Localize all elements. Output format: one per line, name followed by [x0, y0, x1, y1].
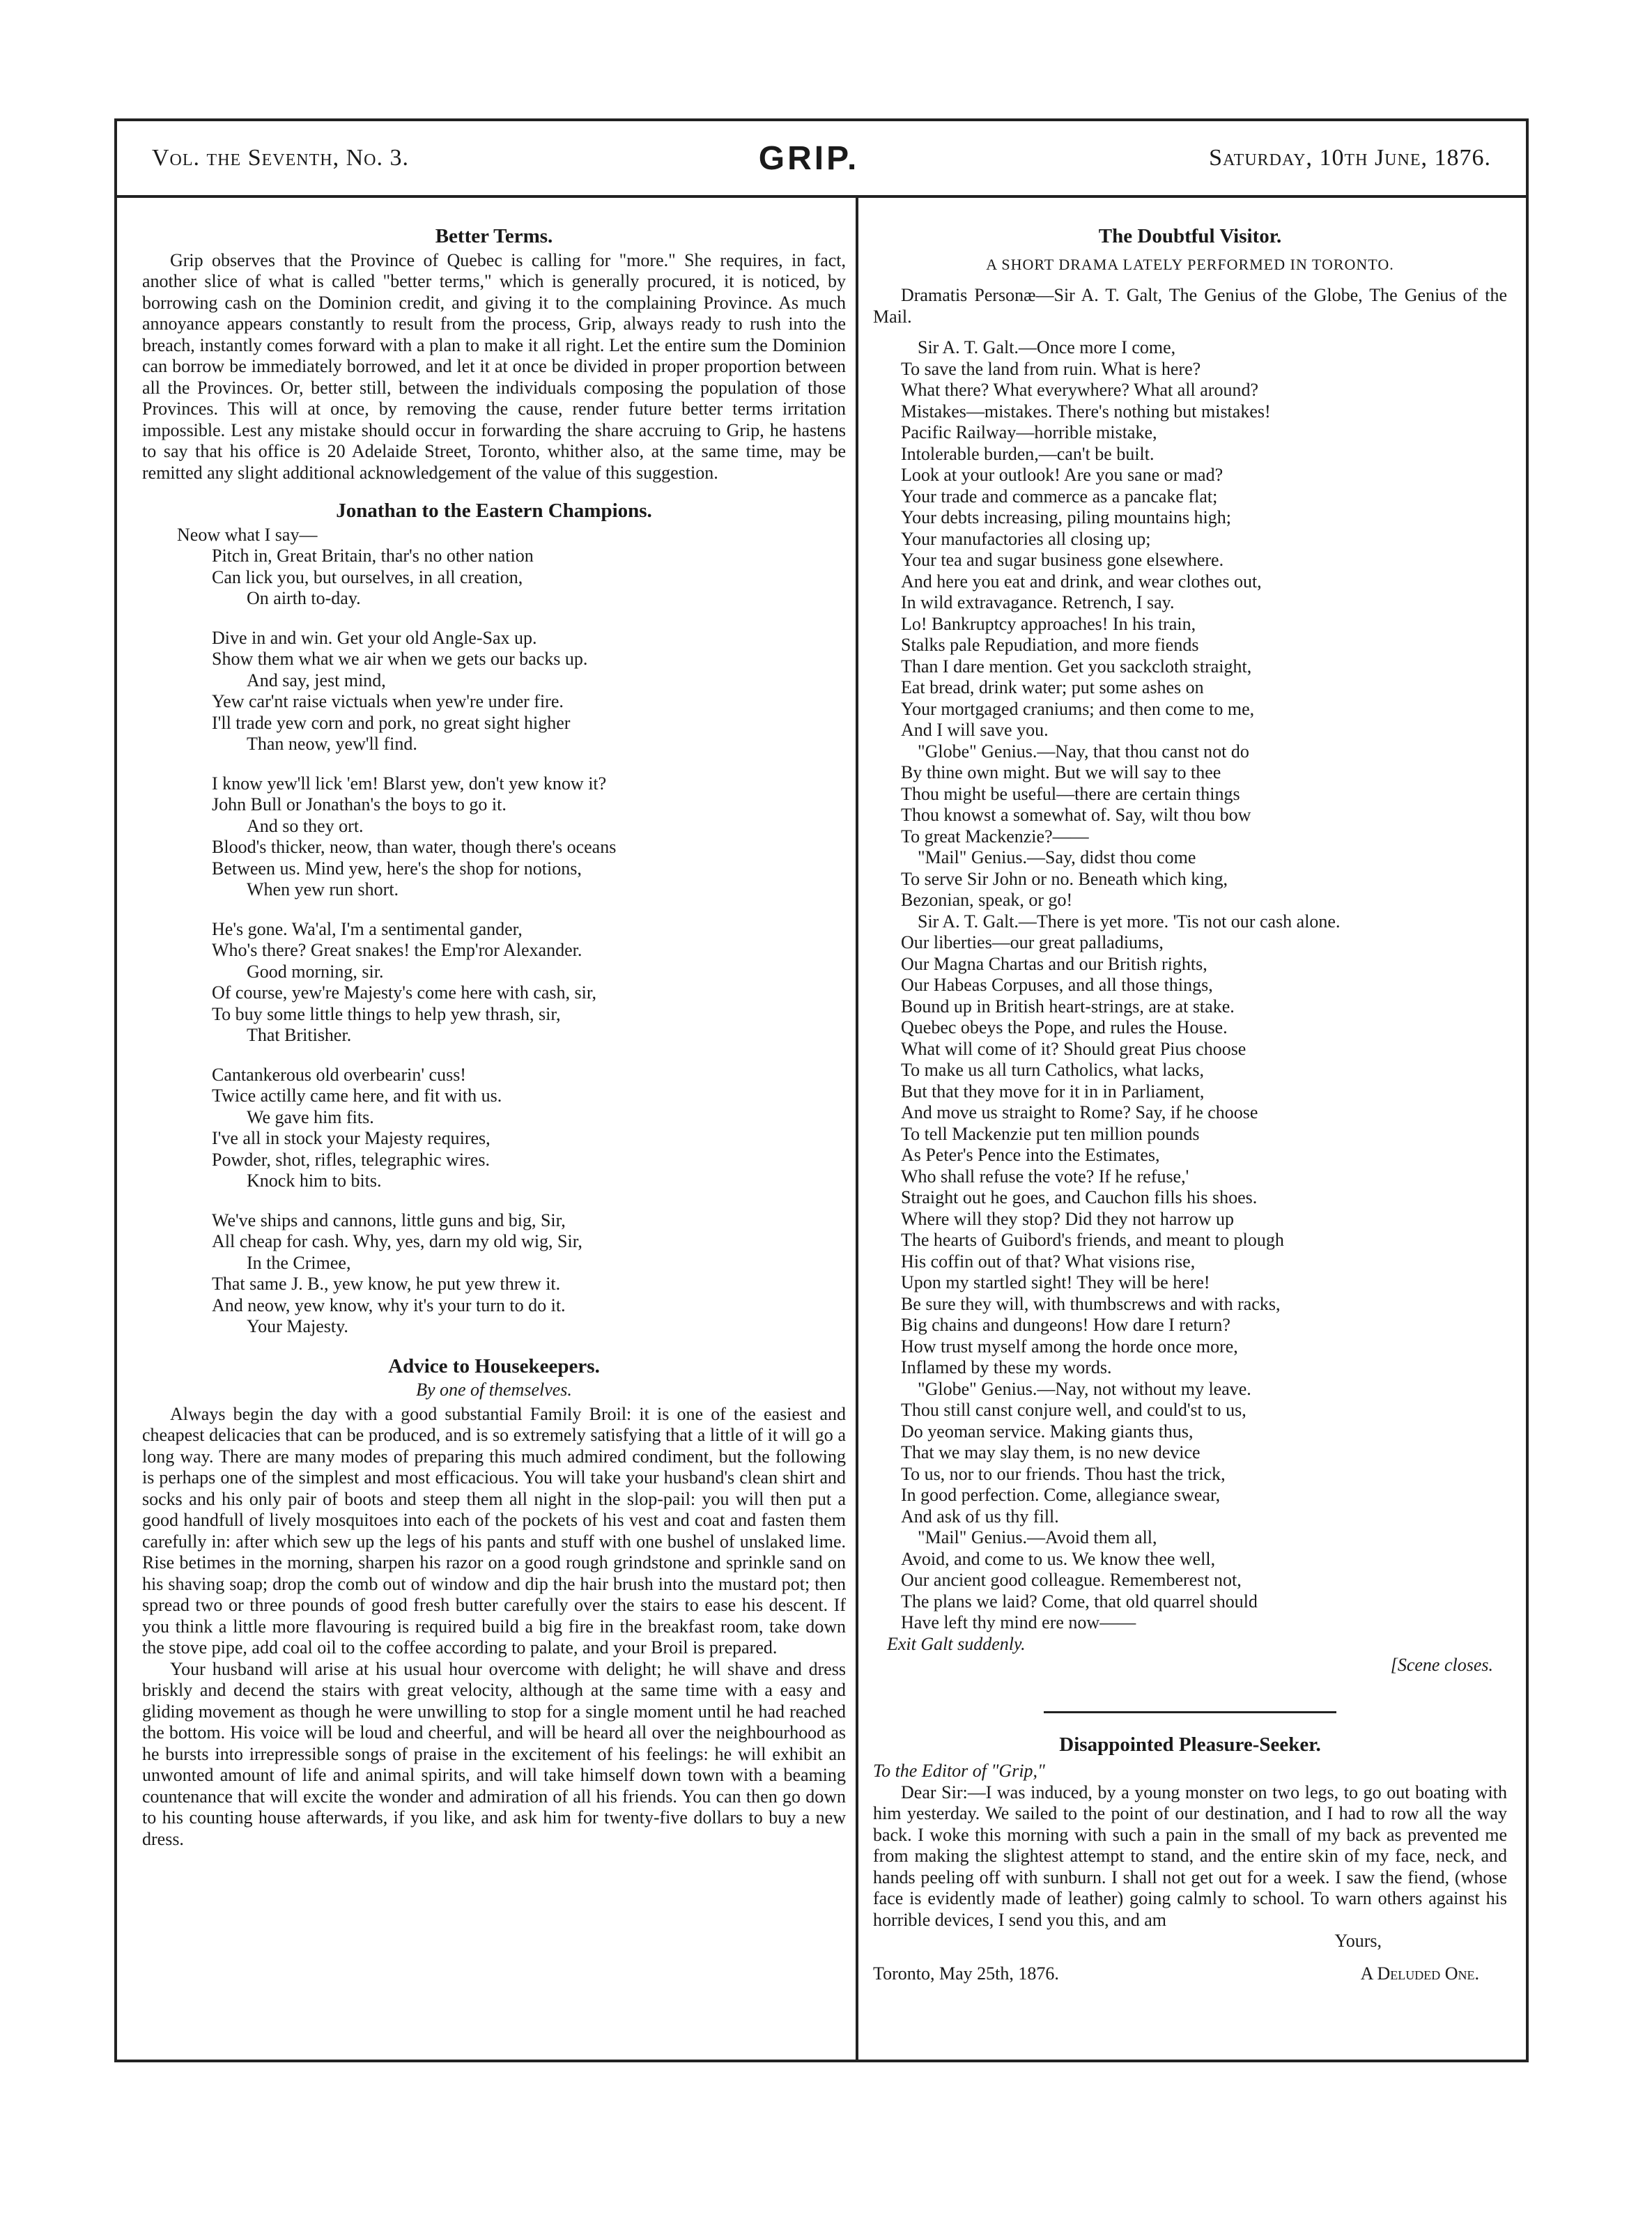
- poem-opening-line: Neow what I say—: [177, 524, 318, 545]
- poem-line: Blood's thicker, neow, than water, though there's oceans: [212, 837, 617, 857]
- section-rule: [1044, 1711, 1336, 1713]
- poem-title: Jonathan to the Eastern Champions.: [336, 500, 652, 522]
- poem-line: I'll trade yew corn and pork, no great sight higher: [212, 712, 571, 733]
- drama-line: Stalks pale Repudiation, and more fiends: [901, 635, 1199, 655]
- drama-line: Bound up in British heart-strings, are at stake.: [901, 996, 1235, 1017]
- speech: [901, 337, 1507, 741]
- drama-line: Mistakes—mistakes. There's nothing but mistakes!: [901, 401, 1271, 422]
- poem-line: He's gone. Wa'al, I'm a sentimental gander,: [212, 918, 523, 939]
- drama-line: And here you eat and drink, and wear clothes out,: [901, 571, 1262, 592]
- drama-line: Pacific Railway—horrible mistake,: [901, 422, 1157, 442]
- drama-line: Your manufactories all closing up;: [901, 528, 1151, 549]
- drama-line: Thou still canst conjure well, and could'st to us,: [901, 1400, 1246, 1420]
- letter-body: Dear Sir:—I was induced, by a young monster on two legs, to go out boating with him yesterday. We sailed to the point of our destination, and I had to row all the way back. I woke this morning with such a pain in the small of my back as prevented me from making the slightest attempt to stand, and the entire skin of my face, neck, and hands peeling off with sunburn. I shall not get out for a week. I saw the fiend, (whose face is evidently made of leather) going calmly to school. To warn others against his horrible devices, I send you this, and am: [873, 1782, 1507, 1930]
- poem-stanza: [142, 919, 846, 1046]
- poem-line: And neow, yew know, why it's your turn to do it.: [212, 1295, 566, 1315]
- letter-place-date: Toronto, May 25th, 1876.: [873, 1963, 1059, 1984]
- speech: [901, 741, 1507, 848]
- drama-line: What will come of it? Should great Pius choose: [901, 1038, 1246, 1059]
- poem-line: Twice actilly came here, and fit with us.: [212, 1086, 502, 1106]
- drama-line: Bezonian, speak, or go!: [901, 890, 1073, 910]
- article-body: Grip observes that the Province of Quebec is calling for "more." She requires, in fact, another slice of what is called "better terms," which is generally procured, it is noticed, by borrowing cash on the Dominion credit, and giving it to the complaining Province. As much annoyance appears constantly to result from the process, Grip, always ready to rush into the breach, instantly comes forward with a plan to make it all right. Let the entire sum the Dominion can borrow be immediately borrowed, and let it at once be divided in proper proportion between all the Provinces. Or, better still, between the individuals composing the population of those Provinces. This will at once, by removing the cause, render future better terms irritation impossible. Lest any mistake should occur in forwarding the share accruing to Grip, he hastens to say that his office is 20 Adelaide Street, Toronto, whither also, at the same time, may be remitted any slight additional acknowledgement of the value of this suggestion.: [142, 249, 846, 483]
- poem-line: When yew run short.: [247, 879, 399, 899]
- poem-line: Good morning, sir.: [247, 961, 384, 982]
- poem-jonathan: [142, 500, 846, 1338]
- drama-line: Thou might be useful—there are certain things: [901, 783, 1240, 804]
- poem-stanza: [142, 773, 846, 901]
- drama-line: Our liberties—our great palladiums,: [901, 932, 1164, 952]
- article-paragraph: Always begin the day with a good substantial Family Broil: it is one of the easiest and cheapest delicacies that can be produced, and is so extremely satisfying that a little of it will go a long way. There are many modes of preparing this much admired condiment, but the following is perhaps one of the simplest and most efficacious. You will take your husband's clean shirt and socks and his only pair of boots and steep them all night in the slop-pail: you will then put a good handfull of lively mosquitoes into each of the pockets of his vest and coat and fasten them carefully in: after which sew up the legs of his pants and stuff with one bushel of unslaked lime. Rise betimes in the morning, sharpen his razor on a good rough grindstone and sprinkle sand on his shaving soap; drop the comb out of window and dip the hair brush into the mustard pot; then spread two or three pounds of good fresh butter carefully over the stairs to ease his descent. If you think a little more flavouring is required build a big fire in the breakfast room, take down the stove pipe, add coal oil to the coffee according to palate, and your Broil is prepared.: [142, 1403, 846, 1658]
- drama-line: Quebec obeys the Pope, and rules the House.: [901, 1017, 1228, 1037]
- letter-title: Disappointed Pleasure-Seeker.: [1059, 1733, 1321, 1756]
- left-column: [142, 219, 846, 2046]
- drama-line: As Peter's Pence into the Estimates,: [901, 1145, 1160, 1165]
- letter-pleasure-seeker: [873, 1734, 1507, 1985]
- poem-line: Cantankerous old overbearin' cuss!: [212, 1064, 466, 1085]
- masthead: [117, 121, 1526, 198]
- letter-signature: A Deluded One.: [1360, 1963, 1479, 1984]
- drama-line: And ask of us thy fill.: [901, 1506, 1059, 1527]
- drama-line: Where will they stop? Did they not harrow up: [901, 1208, 1234, 1229]
- poem-stanza: [142, 628, 846, 755]
- drama-line: Have left thy mind ere now——: [901, 1612, 1136, 1632]
- drama-doubtful-visitor: [873, 226, 1507, 1676]
- drama-line: Your mortgaged craniums; and then come to me,: [901, 698, 1255, 719]
- drama-line: What there? What everywhere? What all around?: [901, 380, 1258, 400]
- drama-line: Who shall refuse the vote? If he refuse,': [901, 1166, 1189, 1187]
- drama-line: Our ancient good colleague. Rememberest not,: [901, 1570, 1242, 1590]
- letter-salutation: To the Editor of "Grip,": [873, 1761, 1045, 1781]
- drama-line: To save the land from ruin. What is here?: [901, 358, 1201, 379]
- article-title: Advice to Housekeepers.: [388, 1354, 600, 1377]
- article-better-terms: [142, 226, 846, 484]
- article-advice: [142, 1356, 846, 1851]
- drama-line: "Mail" Genius.—Say, didst thou come: [918, 847, 1196, 867]
- poem-line: Your Majesty.: [247, 1316, 348, 1336]
- article-title: Better Terms.: [435, 225, 553, 247]
- poem-line: Who's there? Great snakes! the Emp'ror Alexander.: [212, 940, 582, 960]
- dramatis-personae: Dramatis Personæ—Sir A. T. Galt, The Genius of the Globe, The Genius of the Mail.: [873, 285, 1507, 327]
- drama-line: Intolerable burden,—can't be built.: [901, 443, 1155, 464]
- issue-date: Saturday, 10th June, 1876.: [1209, 145, 1491, 171]
- poem-line: Yew car'nt raise victuals when yew're under fire.: [212, 691, 564, 711]
- page-frame: [114, 118, 1529, 2062]
- poem-line: I've all in stock your Majesty requires,: [212, 1128, 491, 1148]
- drama-line: Your trade and commerce as a pancake flat;: [901, 486, 1218, 507]
- paper-title: GRIP.: [758, 139, 860, 177]
- poem-line: And say, jest mind,: [247, 670, 386, 690]
- poem-line: All cheap for cash. Why, yes, darn my old wig, Sir,: [212, 1231, 582, 1251]
- poem-line: Between us. Mind yew, here's the shop for notions,: [212, 858, 582, 879]
- poem-line: And so they ort.: [247, 815, 364, 836]
- drama-line: And move us straight to Rome? Say, if he choose: [901, 1102, 1258, 1122]
- drama-line: Avoid, and come to us. We know thee well,: [901, 1548, 1216, 1569]
- drama-line: Your debts increasing, piling mountains high;: [901, 507, 1232, 527]
- drama-line: Do yeoman service. Making giants thus,: [901, 1421, 1194, 1442]
- drama-line: By thine own might. But we will say to thee: [901, 762, 1221, 782]
- speech: [901, 911, 1507, 1379]
- poem-line: Can lick you, but ourselves, in all creation,: [212, 566, 523, 587]
- drama-line: In good perfection. Come, allegiance swear,: [901, 1485, 1221, 1505]
- poem-line: In the Crimee,: [247, 1252, 351, 1273]
- drama-line: Our Habeas Corpuses, and all those things,: [901, 975, 1213, 995]
- drama-line: "Globe" Genius.—Nay, that thou canst not do: [918, 741, 1249, 762]
- drama-line: To us, nor to our friends. Thou hast the trick,: [901, 1463, 1226, 1484]
- poem-line: Of course, yew're Majesty's come here with cash, sir,: [212, 982, 596, 1003]
- poem-stanza: [142, 546, 846, 610]
- drama-line: How trust myself among the horde once more,: [901, 1336, 1238, 1357]
- poem-line: We've ships and cannons, little guns and big, Sir,: [212, 1210, 566, 1230]
- drama-line: Upon my startled sight! They will be here!: [901, 1272, 1210, 1292]
- drama-line: Your tea and sugar business gone elsewhere.: [901, 550, 1224, 570]
- poem-line: Than neow, yew'll find.: [247, 734, 417, 754]
- drama-line: Lo! Bankruptcy approaches! In his train,: [901, 613, 1196, 634]
- letter-closing: [873, 1963, 1507, 1985]
- poem-line: Knock him to bits.: [247, 1171, 382, 1191]
- poem-line: We gave him fits.: [247, 1106, 374, 1127]
- drama-line: To great Mackenzie?——: [901, 826, 1089, 847]
- drama-subtitle: A SHORT DRAMA LATELY PERFORMED IN TORONTO.: [986, 255, 1394, 273]
- stage-direction: Exit Galt suddenly.: [887, 1633, 1026, 1654]
- poem-line: On airth to-day.: [247, 588, 361, 608]
- poem-body: [142, 525, 846, 1338]
- drama-line: Our Magna Chartas and our British rights,: [901, 953, 1207, 974]
- right-column: [873, 219, 1507, 2046]
- drama-line: That we may slay them, is no new device: [901, 1442, 1201, 1462]
- drama-line: Eat bread, drink water; put some ashes on: [901, 677, 1204, 697]
- drama-line: Thou knowst a somewhat of. Say, wilt thou bow: [901, 805, 1251, 825]
- drama-line: The plans we laid? Come, that old quarrel should: [901, 1591, 1258, 1612]
- drama-line: "Mail" Genius.—Avoid them all,: [918, 1527, 1157, 1547]
- drama-line: Inflamed by these my words.: [901, 1357, 1112, 1377]
- speech: [901, 1379, 1507, 1528]
- column-divider: [856, 198, 858, 2060]
- drama-title: The Doubtful Visitor.: [1098, 225, 1282, 247]
- drama-line: Sir A. T. Galt.—There is yet more. 'Tis not our cash alone.: [918, 911, 1341, 932]
- drama-line: "Globe" Genius.—Nay, not without my leave.: [918, 1378, 1251, 1399]
- article-byline: By one of themselves.: [416, 1380, 572, 1400]
- drama-line: Than I dare mention. Get you sackcloth straight,: [901, 656, 1252, 677]
- drama-line: To serve Sir John or no. Beneath which king,: [901, 868, 1228, 889]
- article-paragraph: Your husband will arise at his usual hour overcome with delight; he will shave and dress briskly and decend the stairs with great velocity, although at the same time with a easy and gliding movement as though he were unwilling to stop for a single moment until he had reached the bottom. His voice will be loud and cheerful, and will be heard all over the neighbourhood as he bursts into irrepressible songs of praise in the excitement of his feelings: he will exhibit an unwonted amount of life and animal spirits, and will take himself down town with a beaming countenance that will excite the wonder and admiration of all his friends. You can then go down to his counting house afterwards, if you like, and ask him for twenty-five dollars to buy a new dress.: [142, 1658, 846, 1849]
- speech: [901, 1527, 1507, 1634]
- poem-line: Pitch in, Great Britain, thar's no other nation: [212, 546, 534, 566]
- letter-yours: Yours,: [1334, 1931, 1382, 1951]
- scene-closes: [Scene closes.: [1390, 1655, 1493, 1675]
- poem-line: That same J. B., yew know, he put yew threw it.: [212, 1274, 561, 1294]
- drama-line: Look at your outlook! Are you sane or mad?: [901, 465, 1223, 485]
- drama-line: To tell Mackenzie put ten million pounds: [901, 1123, 1200, 1144]
- drama-line: In wild extravagance. Retrench, I say.: [901, 592, 1175, 612]
- poem-stanza: [142, 1065, 846, 1192]
- poem-line: Show them what we air when we gets our backs up.: [212, 649, 588, 669]
- drama-line: The hearts of Guibord's friends, and meant to plough: [901, 1230, 1284, 1250]
- poem-line: Dive in and win. Get your old Angle-Sax up.: [212, 627, 537, 648]
- poem-stanza: [142, 1210, 846, 1338]
- drama-body: [873, 337, 1507, 1634]
- speech: [901, 847, 1507, 911]
- drama-line: Sir A. T. Galt.—Once more I come,: [918, 337, 1176, 357]
- drama-line: His coffin out of that? What visions rise,: [901, 1251, 1196, 1272]
- poem-line: Powder, shot, rifles, telegraphic wires.: [212, 1149, 490, 1170]
- drama-line: But that they move for it in in Parliament,: [901, 1081, 1205, 1102]
- poem-line: I know yew'll lick 'em! Blarst yew, don't yew know it?: [212, 773, 607, 794]
- drama-line: Big chains and dungeons! How dare I return?: [901, 1315, 1230, 1335]
- poem-line: To buy some little things to help yew thrash, sir,: [212, 1003, 561, 1024]
- drama-line: Straight out he goes, and Cauchon fills his shoes.: [901, 1187, 1258, 1207]
- drama-line: To make us all turn Catholics, what lacks,: [901, 1060, 1205, 1080]
- volume-number: Vol. the Seventh, No. 3.: [152, 145, 409, 171]
- poem-line: That Britisher.: [247, 1025, 352, 1045]
- drama-line: And I will save you.: [901, 720, 1049, 740]
- drama-line: Be sure they will, with thumbscrews and with racks,: [901, 1293, 1281, 1314]
- poem-line: John Bull or Jonathan's the boys to go it.: [212, 794, 507, 814]
